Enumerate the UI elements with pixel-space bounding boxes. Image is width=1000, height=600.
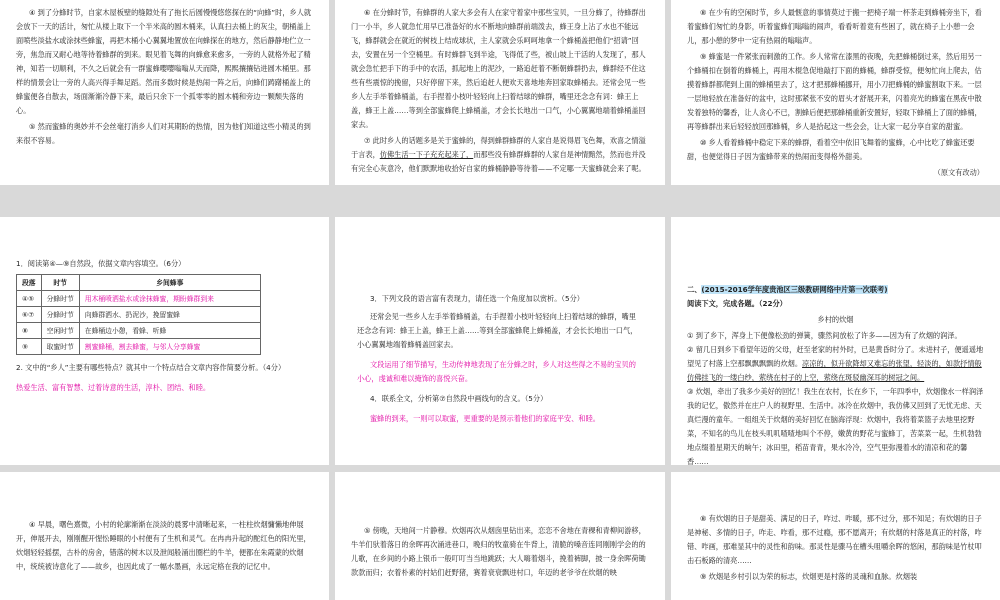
paragraph-4: ④ 到了分蜂时节，自家木屋板壁的缝隙处有了拖长后圆慢慢悠悠探在的“向蜂”时，乡人就会放下一天的活计，匆忙从楼上取下一个半米高的圆木桶来，认真扫去桶上的灰尘，朝桶盖上面喷些淡盐水或涂抹些蜂蜜，再把木桶小心翼翼地置放在向蜂探在的地方，然后静静地伫立一旁，焦急而又耐心地等待着蜂群的到来。眼见着飞舞的向蜂愈来愈多，一旁的人就格外起了精神，知若一切顺利，不久之后就会有一群蜜蜂嘤嘤嗡嗡从天而降，熙熙攘攘钻进圆木桶里。那样的情景会让一旁的人高兴得手舞足蹈。然而多数时候是热闹一阵之后，向蜂们踌躇桶盖上的蜂蜜便各自散去，场面渐渐冷静下来，最后只余下一个孤零零的圆木桶和旁边一颗颓失落的心。	[16, 8, 312, 115]
essay-paragraph-2	[687, 343, 984, 385]
essay-paragraph-4: ④ 早晨，曙色熹微，小村的轮廓渐渐在淡淡的晨雾中清晰起来，一柱柱炊烟慵懒地伸展开，伸展开去，刚刚醒开惺忪睡眼的小村便有了生机和灵气。在冉冉升起的酡红色的阳光里，炊烟轻轻摇摆，古朴的房舍，错落的树木以及泄闻般涌出圈栏的牛羊，便都在朱霞蒙的炊烟中，统统被诗意化了——故乡，也因此成了一幅水墨画，永远定格在我的记忆中。	[16, 520, 311, 571]
answer-table	[16, 274, 261, 355]
cell-paragraph: ④⑤	[17, 291, 42, 307]
question-panel-2	[335, 217, 665, 465]
paragraph-7-start: ⑦ 此时乡人的话题多是关于蜜蜂的，得到蜂群蜂群的人家自是说得眉飞色舞，欢喜之情溢于言表，	[351, 136, 646, 159]
table-row	[17, 323, 261, 339]
table-row	[17, 291, 261, 307]
question-2: 2. 文中的“乡人”主要有哪些特点？就其中一个特点结合文章内容作简要分析。（4分）	[16, 363, 286, 372]
essay-title: 乡村的炊烟	[817, 315, 854, 324]
underlined-sentence: 凉凉的，似升欲降却又难忘的张望，轻淡的，如款抒情般仿佛挂飞的一缕白纱，萦绕在村子的上空，萦绕在斑驳幽深耳的树冠之间。	[687, 359, 982, 382]
essay-paragraph-3: ③ 炊烟，牵出了我多少美好的回忆！我生在农村，长在乡下，一年四季中，炊烟像水一样润泽我的记忆，傲然并在庄户人的视野里、生活中。冰冷在炊烟中，我仿佛又回到了无忧无虑、天真烂漫的童年。一组组关于炊烟的美好回忆在脑海浮现：炊烟中，我将着菜篮子去地里挖野菜，不知名的鸟儿在枝头叽叽喳喳地叫个不停，嫩黄的野花与蜜蜂丁，苦菜菜一起，生机勃勃地点缀着星期天的晌午；冰田里，稻苗青青，果水冷冷，空气里弥漫着水的清凉和花的馨香……	[687, 387, 984, 465]
text-panel-3	[671, 0, 1000, 185]
essay-paragraph-8: ⑧ 有炊烟的日子是甜美、满足的日子，咋过、咋暖，那不过分，那不知足；有炊烟的日子是神秘、多情的日子，咋走、咋看，那不过瘾，那不愿离开；有炊烟的村落是真正的村落，咋错、咋画，那难显其中的灵性和韵味。那灵性是骤马在槽头咀嚼余晖的悠闲，那韵味是竹杖叩击石板路的清亮……	[687, 514, 982, 565]
essay-paragraph-5: ⑤ 傍晚，天地间一片静穆。炊烟再次从烟囱里钻出来，恋恋不舍地在青稞和青柳间游移，牛羊们驮着落日的余晖再次涌进巷口，晚归的牧童骑在牛背上，清脆的嗓音连同刚刚学会的的儿歌，在乡间的小路上银币一般叮叮当当地跳跃；大人嗨着烟斗，挽着裤脚，披一身余晖荷锄款款而归；衣着朴素的村姑们赶野猪，赛着衰衰飘进村口，年迈的老爷爷在炊烟的映	[351, 526, 646, 577]
cell-paragraph: ⑨	[17, 339, 42, 355]
underlined-sentence: 仿佛生活一下子充充起来了，	[379, 150, 474, 159]
cell-season: 空闲时节	[41, 323, 79, 339]
paragraph-2-start: ② 留几日到乡下看望年迈的父母，赶至老家的村外时，已是黄昏时分了。未进村子，便遥遥地望见了村落上空那飘飘飘飘的炊烟。	[687, 345, 984, 368]
cell-season: 取蜜时节	[41, 339, 79, 355]
table-row	[17, 339, 261, 355]
source-note: （原文有改动）	[933, 168, 984, 177]
text-panel-7	[0, 472, 329, 600]
table-header-row	[17, 275, 261, 291]
question-3: 3．下列文段的语言富有表现力，请任选一个角度加以赏析。（5分）	[369, 294, 584, 303]
text-panel-1	[0, 0, 329, 185]
heading-source: (2015-2016学年度贵池区三级教研网络中片第一次联考)	[701, 285, 888, 294]
cell-season: 分蜂时节	[41, 291, 79, 307]
paragraph-8: ⑧ 在少有的空闲时节，乡人最惬意的事情莫过于搬一把椅子端一杯茶走到蜂桶旁坐下，看着蜜蜂们匆忙的身影，听着蜜蜂们嗡嗡的闹声，看看听着竟有些困了，就在椅子上小憩一会儿，那小憩的梦中一定有热闹的嗡嗡声。	[687, 8, 982, 45]
paragraph-5: ⑤ 然而蜜蜂的奥妙并不会丝毫打消乡人们对其期盼的热情，因为他们知道这些小精灵的到来很不容易。	[16, 122, 311, 145]
text-panel-2	[335, 0, 665, 185]
cell-paragraph: ⑧	[17, 323, 42, 339]
text-panel-9	[671, 472, 1000, 600]
heading-number: 二、	[687, 285, 702, 294]
paragraph-10: ⑩ 乡人看着蜂桶中稳定下来的蜂群，看着空中依旧飞舞着的蜜蜂，心中比吃了蜂蜜还要甜，也便觉得日子因为蜜蜂带来的热闹而变得格外甜美。	[687, 138, 975, 161]
answer-3: 文段运用了细节描写，生动传神地表现了在分蜂之时，乡人对这些得之不易的宝贝的小心，虔诚和难以掩饰的喜悦兴奋。	[357, 360, 636, 383]
cell-event: 割蜜蜂桶，割去蜂蜜，与邻人分享蜂蜜	[79, 339, 260, 355]
reading-panel	[671, 217, 1000, 465]
paragraph-6: ⑥ 在分蜂时节，有蜂群的人家大多会有人在家守着家中那些宝贝，一旦分蜂了，待蜂群出门一小半，乡人就急忙用早已准备好的水不断地向蜂群前端泼去，蜂王身上沾了水也不能远飞，蜂群就会在就近的树枝上结成球状，主人家就会乐呵呵地拿一个蜂桶盖把他们“招请”回去，安置在另一个空桶里。有时蜂群飞到半途，飞得低了些，被山坡上干活的人发现了，那人就会急忙把手下的手中的农活，抓起地上的泥沙，一路追赶着不断朝蜂群扔去，蜂群经不住这些有些震惊的挽留，只好停留下来，然后追赶人便欢天喜地地奔回家取蜂桶去。还常会见一些乡人左手举着蜂桶盖，右手捏着小枝叶轻轻向上扫着结球的蜂群，嘴里还念念有词：蜂王上盖，蜂王上盖……等到全部蜜蜂爬上蜂桶盖，才会长长地出一口气，小心翼翼地端着蜂桶盖回家去。	[351, 8, 646, 129]
essay-paragraph-9: ⑨ 炊烟是乡村引以为荣的标志，炊烟更是村落的灵魂和血脉。炊烟装	[699, 572, 918, 581]
paragraph-7-end: 而那些没有蜂群蜂群的人家自是神情黯然，然而也并没有完全心灰意冷，他们默默地收拾好自家的蜂桶静静等待着——不定哪一天蜜蜂就会来了呢。	[351, 150, 646, 173]
answer-4: 蜜蜂的到来，一则可以取蜜，更重要的是预示着他们的家庭平安、和睦。	[369, 414, 600, 423]
cell-paragraph: ⑥⑦	[17, 307, 42, 323]
answer-2: 热爱生活、富有智慧、过着诗意的生活，淳朴、团结、和睦。	[16, 383, 211, 392]
section-heading	[687, 283, 984, 311]
paragraph-9: ⑨ 蜂蜜是一件紧张而刺激的工作。乡人常常在漆黑的夜晚，先把蜂桶倒过来，然后用另一个蜂桶扣在倒着的蜂桶上，再用木棍急促地敲打下面的蜂桶，蜂群受惊，便匆忙向上爬去，估摸着蜂群都爬到上面的蜂桶里去了，这才把那蜂桶挪开，用小刀把蜂桶的蜂蜜割取下来。一层一层地轻放在准备好的盆中，这时那紧张不安的眉头才舒展开来，闪着亮光的蜂蜜在黑夜中散发着独特的馨香，让人贪心不已，割蜂后便把那蜂桶重新安置好，轻取下蜂桶上了面的蜂桶，再等蜂群出来后轻轻放回那蜂桶，乡人是拾起这一些会会，让大家一起分享自家的甜蜜。	[687, 52, 982, 131]
cell-season: 分蜂时节	[41, 307, 79, 323]
header-event: 乡间蜂事	[79, 275, 260, 291]
question-3-quote: 还常会见一些乡人左手举着蜂桶盖，右手捏着小枝叶轻轻向上扫着结球的蜂群，嘴里还念念有词：蜂王上盖，蜂王上盖……等到全部蜜蜂爬上蜂桶盖，才会长长地出一口气，小心翼翼地端着蜂桶盖回家去。	[357, 312, 638, 349]
table-row	[17, 307, 261, 323]
question-panel-1	[0, 217, 329, 465]
essay-paragraph-1: ① 到了乡下，浑身上下便像松劲的弹簧，骤然间放松了许多——因为有了炊烟的润泽。	[687, 331, 962, 340]
text-panel-8	[335, 472, 665, 600]
header-season: 时节	[41, 275, 79, 291]
cell-event: 在蜂桶边小憩，看蜂、听蜂	[79, 323, 260, 339]
header-paragraph: 段落	[17, 275, 42, 291]
paragraph-7	[351, 134, 649, 176]
question-1: 1．阅读第④—⑨自然段，依据文章内容填空。（6分）	[16, 259, 186, 268]
heading-instruction: 阅读下文，完成各题。（22分）	[687, 299, 787, 308]
question-4: 4．联系全文，分析第⑦自然段中画线句的含义。（5分）	[369, 394, 548, 403]
cell-event: 向蜂群洒水、扔泥沙，挽留蜜蜂	[79, 307, 260, 323]
cell-event: 用木桶喷洒盐水或涂抹蜂蜜，期盼蜂群到来	[79, 291, 260, 307]
